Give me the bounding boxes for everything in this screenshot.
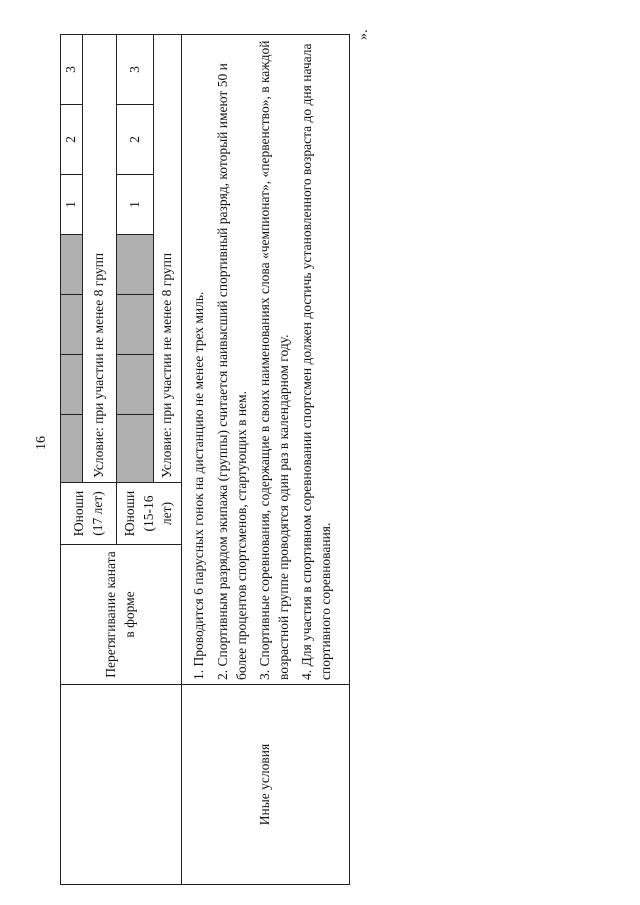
condition-item: 1. Проводится 6 парусных гонок на дистанцию не менее трех миль. xyxy=(191,291,207,680)
shaded-cell xyxy=(61,415,83,483)
rotated-content xyxy=(34,29,371,885)
rank-cell: 3 xyxy=(61,35,83,105)
event-name-cell: Перетягивание каната в форме xyxy=(61,545,182,685)
shaded-cell xyxy=(61,355,83,415)
shaded-cell xyxy=(61,295,83,355)
age-label: Юноши xyxy=(122,490,138,537)
condition-item: 3. Спортивные соревнования, содержащие в своих наименованиях слова «чемпионат», «первенство», в каждой возрастной группе проводятся один раз в календарном году. xyxy=(257,40,291,680)
shaded-cell xyxy=(117,355,154,415)
age-range: (17 лет) xyxy=(89,491,105,536)
standards-table xyxy=(60,34,350,885)
shaded-cell xyxy=(117,235,154,295)
shaded-cell xyxy=(61,235,83,295)
condition-item: 4. Для участия в спортивном соревновании спортсмен должен достичь установленного возраста до дня начала спортивного соревнования. xyxy=(299,43,334,680)
condition-cell: Условие: при участии не менее 8 групп xyxy=(154,35,182,483)
table-row-other xyxy=(182,35,350,885)
condition-cell: Условие: при участии не менее 8 групп xyxy=(83,35,117,483)
empty-label-cell xyxy=(61,685,182,885)
rank-cell: 2 xyxy=(117,105,154,175)
rank-cell: 2 xyxy=(61,105,83,175)
table-row-header xyxy=(61,35,83,885)
rank-cell: 1 xyxy=(117,175,154,235)
closing-quote: ». xyxy=(356,29,371,40)
other-conditions-label: Иные условия xyxy=(182,685,350,885)
page-number: 16 xyxy=(34,436,49,450)
condition-item: 2. Спортивным разрядом экипажа (группы) считается наивысший спортивный разряд, который имеют 50 и более процентов спортсменов, стартующих в нем. xyxy=(214,63,249,680)
rank-cell: 1 xyxy=(61,175,83,235)
age-group-cell-2 xyxy=(117,483,182,545)
age-range: (15-16 лет) xyxy=(140,495,175,532)
shaded-cell xyxy=(117,295,154,355)
other-conditions-text xyxy=(182,35,350,685)
age-group-cell-1 xyxy=(61,483,117,545)
age-label: Юноши xyxy=(70,490,86,537)
shaded-cell xyxy=(117,415,154,483)
rank-cell: 3 xyxy=(117,35,154,105)
